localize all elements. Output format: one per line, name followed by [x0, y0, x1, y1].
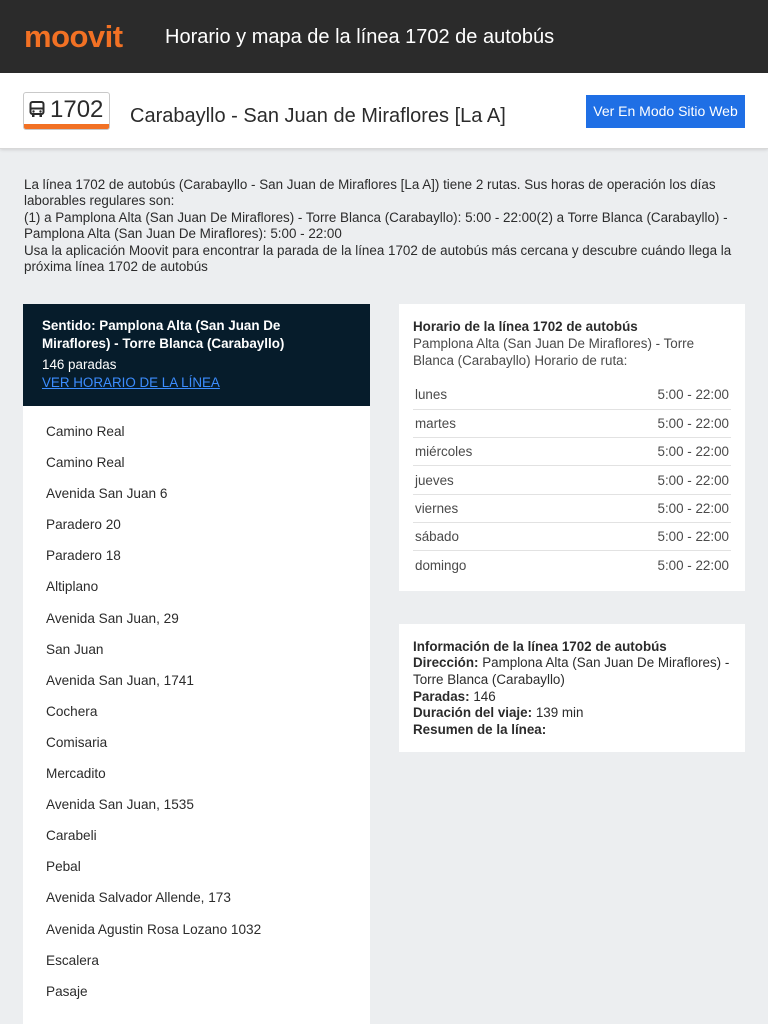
- schedule-hours: 5:00 - 22:00: [556, 381, 732, 409]
- info-duration-value: 139 min: [535, 705, 584, 721]
- stop-item[interactable]: Escalera: [46, 952, 99, 968]
- schedule-day: viernes: [413, 494, 556, 522]
- schedule-row: [413, 494, 731, 522]
- schedule-hours: 5:00 - 22:00: [556, 409, 732, 437]
- schedule-hours: 5:00 - 22:00: [556, 494, 732, 522]
- bus-icon: [29, 101, 45, 118]
- stop-item[interactable]: Pasaje: [46, 983, 88, 999]
- info-summary: [413, 722, 731, 739]
- stops-card: [23, 304, 370, 1024]
- stop-item[interactable]: Paradero 18: [46, 548, 121, 564]
- info-stops-value: 146: [473, 688, 496, 704]
- moovit-logo[interactable]: moovit: [24, 19, 123, 54]
- line-header: [0, 73, 768, 149]
- stop-item[interactable]: Avenida San Juan, 1741: [46, 672, 194, 688]
- intro-line-2: (1) a Pamplona Alta (San Juan De Miraflores) - Torre Blanca (Carabayllo): 5:00 - 22:00(2) a Torre Blanca (Carabayllo) - Pamplona Alta (San Juan De Miraflores): 5:00 - 22:00: [24, 209, 728, 242]
- schedule-hours: 5:00 - 22:00: [657, 557, 729, 573]
- schedule-row: [413, 551, 731, 579]
- schedule-day: sábado: [413, 522, 556, 550]
- website-mode-button[interactable]: Ver En Modo Sitio Web: [586, 95, 745, 128]
- stop-item[interactable]: Comisaria: [46, 734, 108, 750]
- schedule-heading: Horario de la línea 1702 de autobús: [413, 319, 638, 334]
- stop-item[interactable]: Mercadito: [46, 766, 106, 782]
- top-bar: [0, 0, 768, 73]
- schedule-row: [413, 466, 731, 494]
- intro-text: [24, 177, 746, 275]
- info-direction: [413, 655, 731, 689]
- schedule-hours: 5:00 - 22:00: [556, 522, 732, 550]
- schedule-day: jueves: [413, 466, 556, 494]
- info-stops-label: Paradas:: [413, 688, 470, 704]
- stop-item[interactable]: Avenida San Juan, 29: [46, 610, 179, 626]
- schedule-day: lunes: [413, 381, 556, 409]
- schedule-table: [413, 381, 731, 579]
- schedule-row: [413, 438, 731, 466]
- line-badge: [23, 92, 110, 130]
- line-number: 1702: [50, 96, 104, 123]
- info-stops: [413, 689, 731, 706]
- stop-item[interactable]: Camino Real: [46, 455, 125, 471]
- direction-box: [23, 304, 370, 406]
- schedule-row: [413, 522, 731, 550]
- badge-accent-bar: [24, 124, 109, 129]
- stop-item[interactable]: Altiplano: [46, 579, 99, 595]
- stop-item[interactable]: Carabeli: [46, 828, 97, 844]
- page-title: Horario y mapa de la línea 1702 de autobús: [165, 26, 555, 48]
- stop-item[interactable]: Pebal: [46, 859, 81, 875]
- info-summary-label: Resumen de la línea:: [413, 722, 547, 738]
- stop-item[interactable]: San Juan: [46, 641, 104, 657]
- schedule-row: [413, 409, 731, 437]
- direction-title: Sentido: Pamplona Alta (San Juan De Miraflores) - Torre Blanca (Carabayllo): [42, 318, 285, 351]
- stop-item[interactable]: Avenida San Juan 6: [46, 486, 168, 502]
- schedule-hours: 5:00 - 22:00: [556, 466, 732, 494]
- info-heading: Información de la línea 1702 de autobús: [413, 639, 667, 654]
- schedule-day: martes: [413, 409, 556, 437]
- stop-item[interactable]: Avenida Salvador Allende, 173: [46, 890, 231, 906]
- schedule-day: miércoles: [413, 438, 556, 466]
- view-timetable-link[interactable]: VER HORARIO DE LA LÍNEA: [42, 375, 220, 390]
- intro-line-1: La línea 1702 de autobús (Carabayllo - San Juan de Miraflores [La A]) tiene 2 rutas. Sus horas de operación los días laborables regulares son:: [24, 177, 716, 209]
- info-direction-value: Pamplona Alta (San Juan De Miraflores) - Torre Blanca (Carabayllo): [413, 655, 730, 687]
- schedule-day: domingo: [415, 557, 467, 573]
- schedule-hours: 5:00 - 22:00: [556, 438, 732, 466]
- info-duration-label: Duración del viaje:: [413, 705, 533, 721]
- stop-item[interactable]: Paradero 20: [46, 517, 121, 533]
- schedule-card: [399, 304, 745, 591]
- stops-list: [23, 406, 370, 1007]
- schedule-row: [413, 381, 731, 409]
- intro-line-3: Usa la aplicación Moovit para encontrar la parada de la línea 1702 de autobús más cercana y descubre cuándo llega la próxima línea 1702 de autobús: [24, 242, 732, 275]
- info-duration: [413, 705, 731, 722]
- stop-count: 146 paradas: [42, 357, 117, 372]
- stop-item[interactable]: Camino Real: [46, 424, 125, 439]
- info-direction-label: Dirección:: [413, 655, 479, 670]
- stop-item[interactable]: Avenida San Juan, 1535: [46, 797, 194, 813]
- stop-item[interactable]: Avenida Agustin Rosa Lozano 1032: [46, 921, 262, 937]
- line-info-card: [399, 624, 745, 752]
- stop-item[interactable]: Cochera: [46, 703, 98, 719]
- schedule-subheading: Pamplona Alta (San Juan De Miraflores) - Torre Blanca (Carabayllo) Horario de ruta:: [413, 336, 695, 368]
- route-name: Carabayllo - San Juan de Miraflores [La A]: [130, 105, 506, 127]
